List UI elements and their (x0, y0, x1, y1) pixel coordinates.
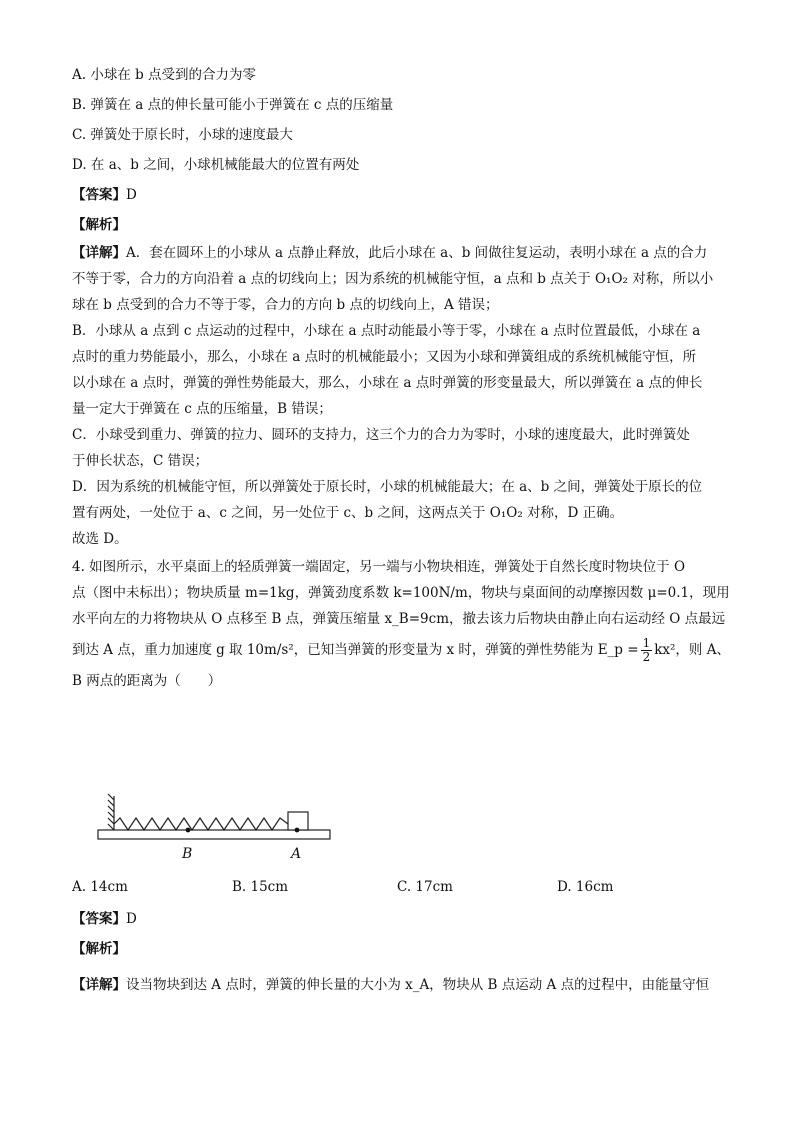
choice-b: B. 15cm (232, 879, 289, 895)
q4-analysis-tag: 【解析】 (72, 941, 126, 957)
q3-option-b: B. 弹簧在 a 点的伸长量可能小于弹簧在 c 点的压缩量 (72, 97, 394, 113)
q4-answer: 【答案】D (72, 911, 137, 927)
q4-detail: 【详解】设当物块到达 A 点时，弹簧的伸长量的大小为 x_A，物块从 B 点运动 A 点的过程中，由能量守恒 (72, 977, 710, 993)
stem-line: 到达 A 点，重力加速度 g 取 10m/s²，已知当弹簧的形变量为 x 时，弹簧的弹性势能为 E_p = $\frac{1}{2}$ kx²，则 A、 (72, 636, 730, 664)
point-b (186, 828, 191, 833)
wall-hatch (108, 794, 114, 830)
detail-line: 量一定大于弹簧在 c 点的压缩量，B 错误； (72, 401, 332, 417)
detail-line: 球在 b 点受到的合力不等于零，合力的方向 b 点的切线向上，A 错误； (72, 297, 499, 313)
q3-option-d: D. 在 a、b 之间，小球机械能最大的位置有两处 (72, 157, 360, 173)
detail-line: 于伸长状态，C 错误； (72, 453, 209, 469)
q3-answer (72, 182, 722, 208)
detail-line: 以小球在 a 点时，弹簧的弹性势能最大，那么，小球在 a 点时弹簧的形变量最大，所以弹簧在 a 点的伸长 (72, 375, 703, 391)
answer-value: D (126, 187, 137, 203)
q3-analysis-tag: 【解析】 (72, 217, 126, 233)
q3-detail (72, 240, 722, 552)
stem-line: 水平向左的力将物块从 O 点移至 B 点，弹簧压缩量 x_B=9cm，撤去该力后物块由静止向右运动经 O 点最远 (72, 611, 726, 627)
q3-option-a: A. 小球在 b 点受到的合力为零 (72, 67, 257, 83)
detail-line: 置有两处，一处位于 a、c 之间，另一处位于 c、b 之间，这两点关于 O₁O₂ 对称，D 正确。 (72, 505, 624, 521)
label-a: A (291, 846, 302, 862)
fraction-one-half: $\frac{1}{2}$ (642, 636, 651, 664)
stem-line: 4. 如图所示，水平桌面上的轻质弹簧一端固定，另一端与小物块相连，弹簧处于自然长度时物块位于 O (72, 559, 686, 575)
q4-solution (72, 906, 722, 998)
label-b: B (182, 846, 193, 862)
choice-d: D. 16cm (557, 879, 614, 895)
stem-line: 点（图中未标出）；物块质量 m=1kg，弹簧劲度系数 k=100N/m，物块与桌面间的动摩擦因数 μ=0.1，现用 (72, 585, 730, 601)
block (288, 812, 308, 830)
point-a (295, 828, 300, 833)
stem-line: B 两点的距离为（ ） (72, 673, 222, 689)
spring-block-figure (96, 788, 336, 870)
choice-a: A. 14cm (72, 879, 128, 895)
detail-line: 故选 D。 (72, 531, 128, 547)
detail-line: C．小球受到重力、弹簧的拉力、圆环的支持力，这三个力的合力为零时，小球的速度最大，此时弹簧处 (72, 427, 690, 443)
detail-line: 【详解】A．套在圆环上的小球从 a 点静止释放，此后小球在 a、b 间做往复运动，表明小球在 a 点的合力 (72, 245, 708, 261)
q3-option-c: C. 弹簧处于原长时，小球的速度最大 (72, 127, 293, 143)
detail-line: 点时的重力势能最小，那么，小球在 a 点时的机械能最小；又因为小球和弹簧组成的系统机械能守恒，所 (72, 349, 697, 365)
q4-stem (72, 554, 730, 694)
answer-tag: 【答案】 (72, 187, 126, 203)
detail-line: 不等于零，合力的方向沿着 a 点的切线向上；因为系统的机械能守恒，a 点和 b 点关于 O₁O₂ 对称，所以小 (72, 271, 714, 287)
detail-line: B．小球从 a 点到 c 点运动的过程中，小球在 a 点时动能最小等于零，小球在 a 点时位置最低，小球在 a (72, 323, 701, 339)
figure-svg (96, 788, 336, 866)
choice-c: C. 17cm (397, 879, 453, 895)
spring (114, 818, 288, 830)
document-page (72, 62, 730, 694)
detail-line: D．因为系统的机械能守恒，所以弹簧处于原长时，小球的机械能最大；在 a、b 之间，弹簧处于原长的位 (72, 479, 703, 495)
